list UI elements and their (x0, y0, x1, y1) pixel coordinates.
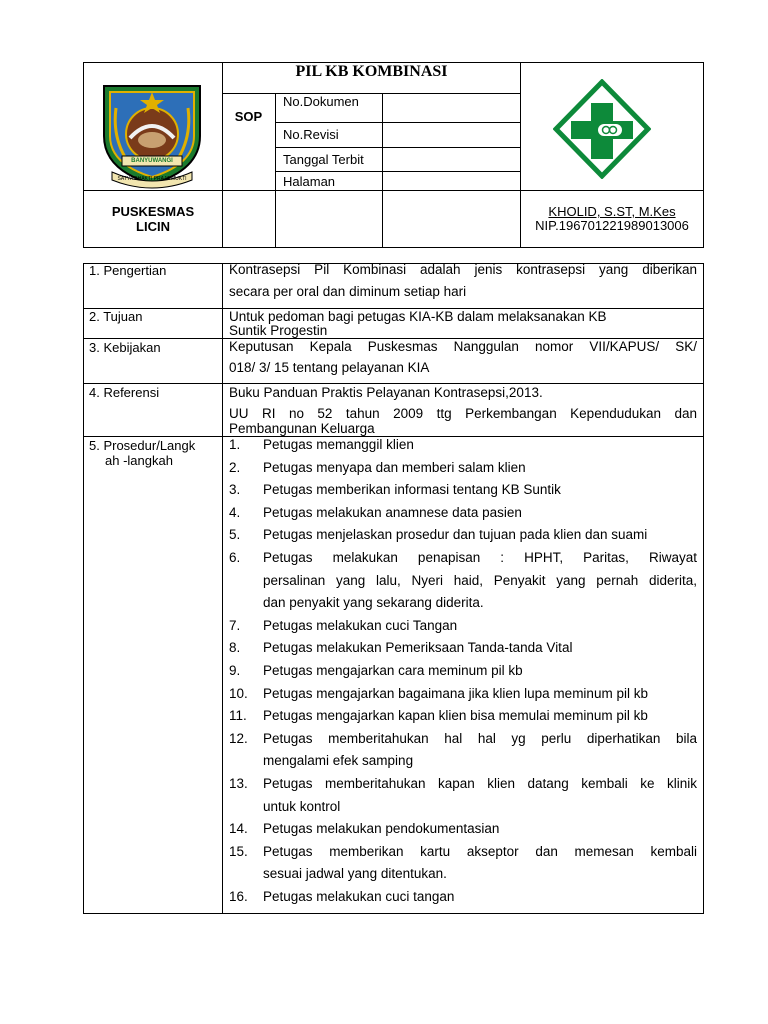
procedure-step (229, 818, 697, 841)
step-text: Petugas memanggil klien (263, 437, 414, 452)
label-prosedur-line2: ah -langkah (105, 453, 173, 468)
step-text: persalinan yang lalu, Nyeri haid, Penyakit yang pernah diderita, (263, 572, 697, 588)
procedure-step (229, 457, 697, 480)
label-referensi: 4. Referensi (89, 385, 160, 400)
step-text: sesuai jadwal yang ditentukan. (263, 866, 447, 882)
procedure-step (229, 502, 697, 525)
puskesmas-logo (553, 79, 651, 179)
step-number: 8. (229, 640, 241, 656)
step-text: Petugas melakukan cuci Tangan (263, 617, 458, 633)
step-number: 12. (229, 730, 248, 746)
pengertian-line2: secara per oral dan diminum setiap hari (229, 284, 467, 299)
referensi-item-2-line1: UU RI no 52 tahun 2009 ttg Perkembangan Kependudukan dan (229, 406, 697, 421)
step-number: 3. (229, 482, 241, 498)
procedure-step (229, 886, 697, 909)
org-name-line2: LICIN (136, 219, 170, 234)
procedure-step (229, 660, 697, 683)
procedure-step (229, 728, 697, 773)
procedure-step (229, 524, 697, 547)
step-text: Petugas melakukan cuci tangan (263, 889, 455, 904)
step-number: 5. (229, 527, 241, 543)
kebijakan-line2: 018/ 3/ 15 tentang pelayanan KIA (229, 360, 430, 375)
step-text: Petugas memberikan kartu akseptor dan memesan kembali (263, 843, 697, 859)
step-number: 14. (229, 821, 248, 837)
org-name-line1: PUSKESMAS (111, 204, 195, 219)
referensi-item-1: Buku Panduan Praktis Pelayanan Kontrasepsi,2013. (229, 385, 543, 400)
step-text: Petugas memberitahukan kapan klien datang kembali ke klinik (263, 776, 697, 791)
signer-nip: NIP.196701221989013006 (535, 218, 689, 233)
label-pengertian: 1. Pengertian (89, 263, 167, 278)
sop-label: SOP (234, 109, 263, 124)
step-text: Petugas melakukan penapisan : HPHT, Paritas, Riwayat (263, 550, 697, 565)
procedure-step (229, 637, 697, 660)
step-text: Petugas melakukan Pemeriksaan Tanda-tanda Vital (263, 640, 573, 656)
step-text: mengalami efek samping (263, 753, 414, 769)
procedure-step (229, 479, 697, 502)
label-tujuan: 2. Tujuan (89, 309, 143, 324)
step-number: 13. (229, 776, 248, 791)
emblem-motto-text: SATYA BHAKTI PRAJA MUKTI (117, 176, 187, 182)
procedure-step (229, 773, 697, 818)
banyuwangi-emblem (98, 78, 206, 190)
step-number: 11. (229, 708, 247, 724)
tujuan-line1: Untuk pedoman bagi petugas KIA-KB dalam melaksanakan KB (229, 309, 607, 324)
step-text: Petugas mengajarkan bagaimana jika klien lupa meminum pil kb (263, 685, 648, 701)
step-text: Petugas mengajarkan kapan klien bisa memulai meminum pil kb (263, 708, 648, 724)
referensi-item-2-line2: Pembangunan Keluarga (229, 421, 375, 436)
procedure-step (229, 434, 697, 457)
step-number: 2. (229, 459, 241, 475)
step-number: 15. (229, 843, 248, 859)
step-number: 4. (229, 504, 241, 520)
step-text: Petugas melakukan pendokumentasian (263, 821, 500, 837)
step-text: Petugas memberitahukan hal hal yg perlu diperhatikan bila (263, 730, 697, 746)
signer-name: KHOLID, S.ST, M.Kes (548, 204, 676, 219)
field-no-dokumen: No.Dokumen (283, 94, 359, 109)
step-text: Petugas memberikan informasi tentang KB Suntik (263, 482, 561, 498)
step-number: 10. (229, 685, 248, 701)
pengertian-line1: Kontrasepsi Pil Kombinasi adalah jenis kontrasepsi yang diberikan (229, 262, 697, 277)
label-prosedur-line1: 5. Prosedur/Langk (89, 438, 196, 453)
document-title: PIL KB KOMBINASI (295, 63, 448, 80)
step-text: Petugas menjelaskan prosedur dan tujuan pada klien dan suami (263, 527, 648, 543)
field-no-revisi: No.Revisi (283, 127, 339, 142)
step-number: 1. (229, 437, 241, 452)
procedure-step (229, 547, 697, 615)
procedure-step (229, 615, 697, 638)
step-text: Petugas menyapa dan memberi salam klien (263, 459, 526, 475)
step-number: 6. (229, 550, 241, 565)
step-text: dan penyakit yang sekarang diderita. (263, 595, 484, 611)
procedure-step (229, 841, 697, 886)
step-text: Petugas melakukan anamnese data pasien (263, 504, 522, 520)
field-tanggal-terbit: Tanggal Terbit (283, 152, 364, 167)
field-halaman: Halaman (283, 174, 336, 189)
procedure-step (229, 683, 697, 706)
step-number: 9. (229, 663, 241, 678)
kebijakan-line1: Keputusan Kepala Puskesmas Nanggulan nomor VII/KAPUS/ SK/ (229, 339, 697, 354)
label-kebijakan: 3. Kebijakan (89, 340, 161, 355)
tujuan-line2: Suntik Progestin (229, 323, 328, 338)
step-text: untuk kontrol (263, 798, 341, 814)
step-number: 16. (229, 889, 248, 904)
step-text: Petugas mengajarkan cara meminum pil kb (263, 663, 523, 678)
procedure-step (229, 705, 697, 728)
step-number: 7. (229, 617, 241, 633)
emblem-banner-text: BANYUWANGI (131, 158, 173, 164)
